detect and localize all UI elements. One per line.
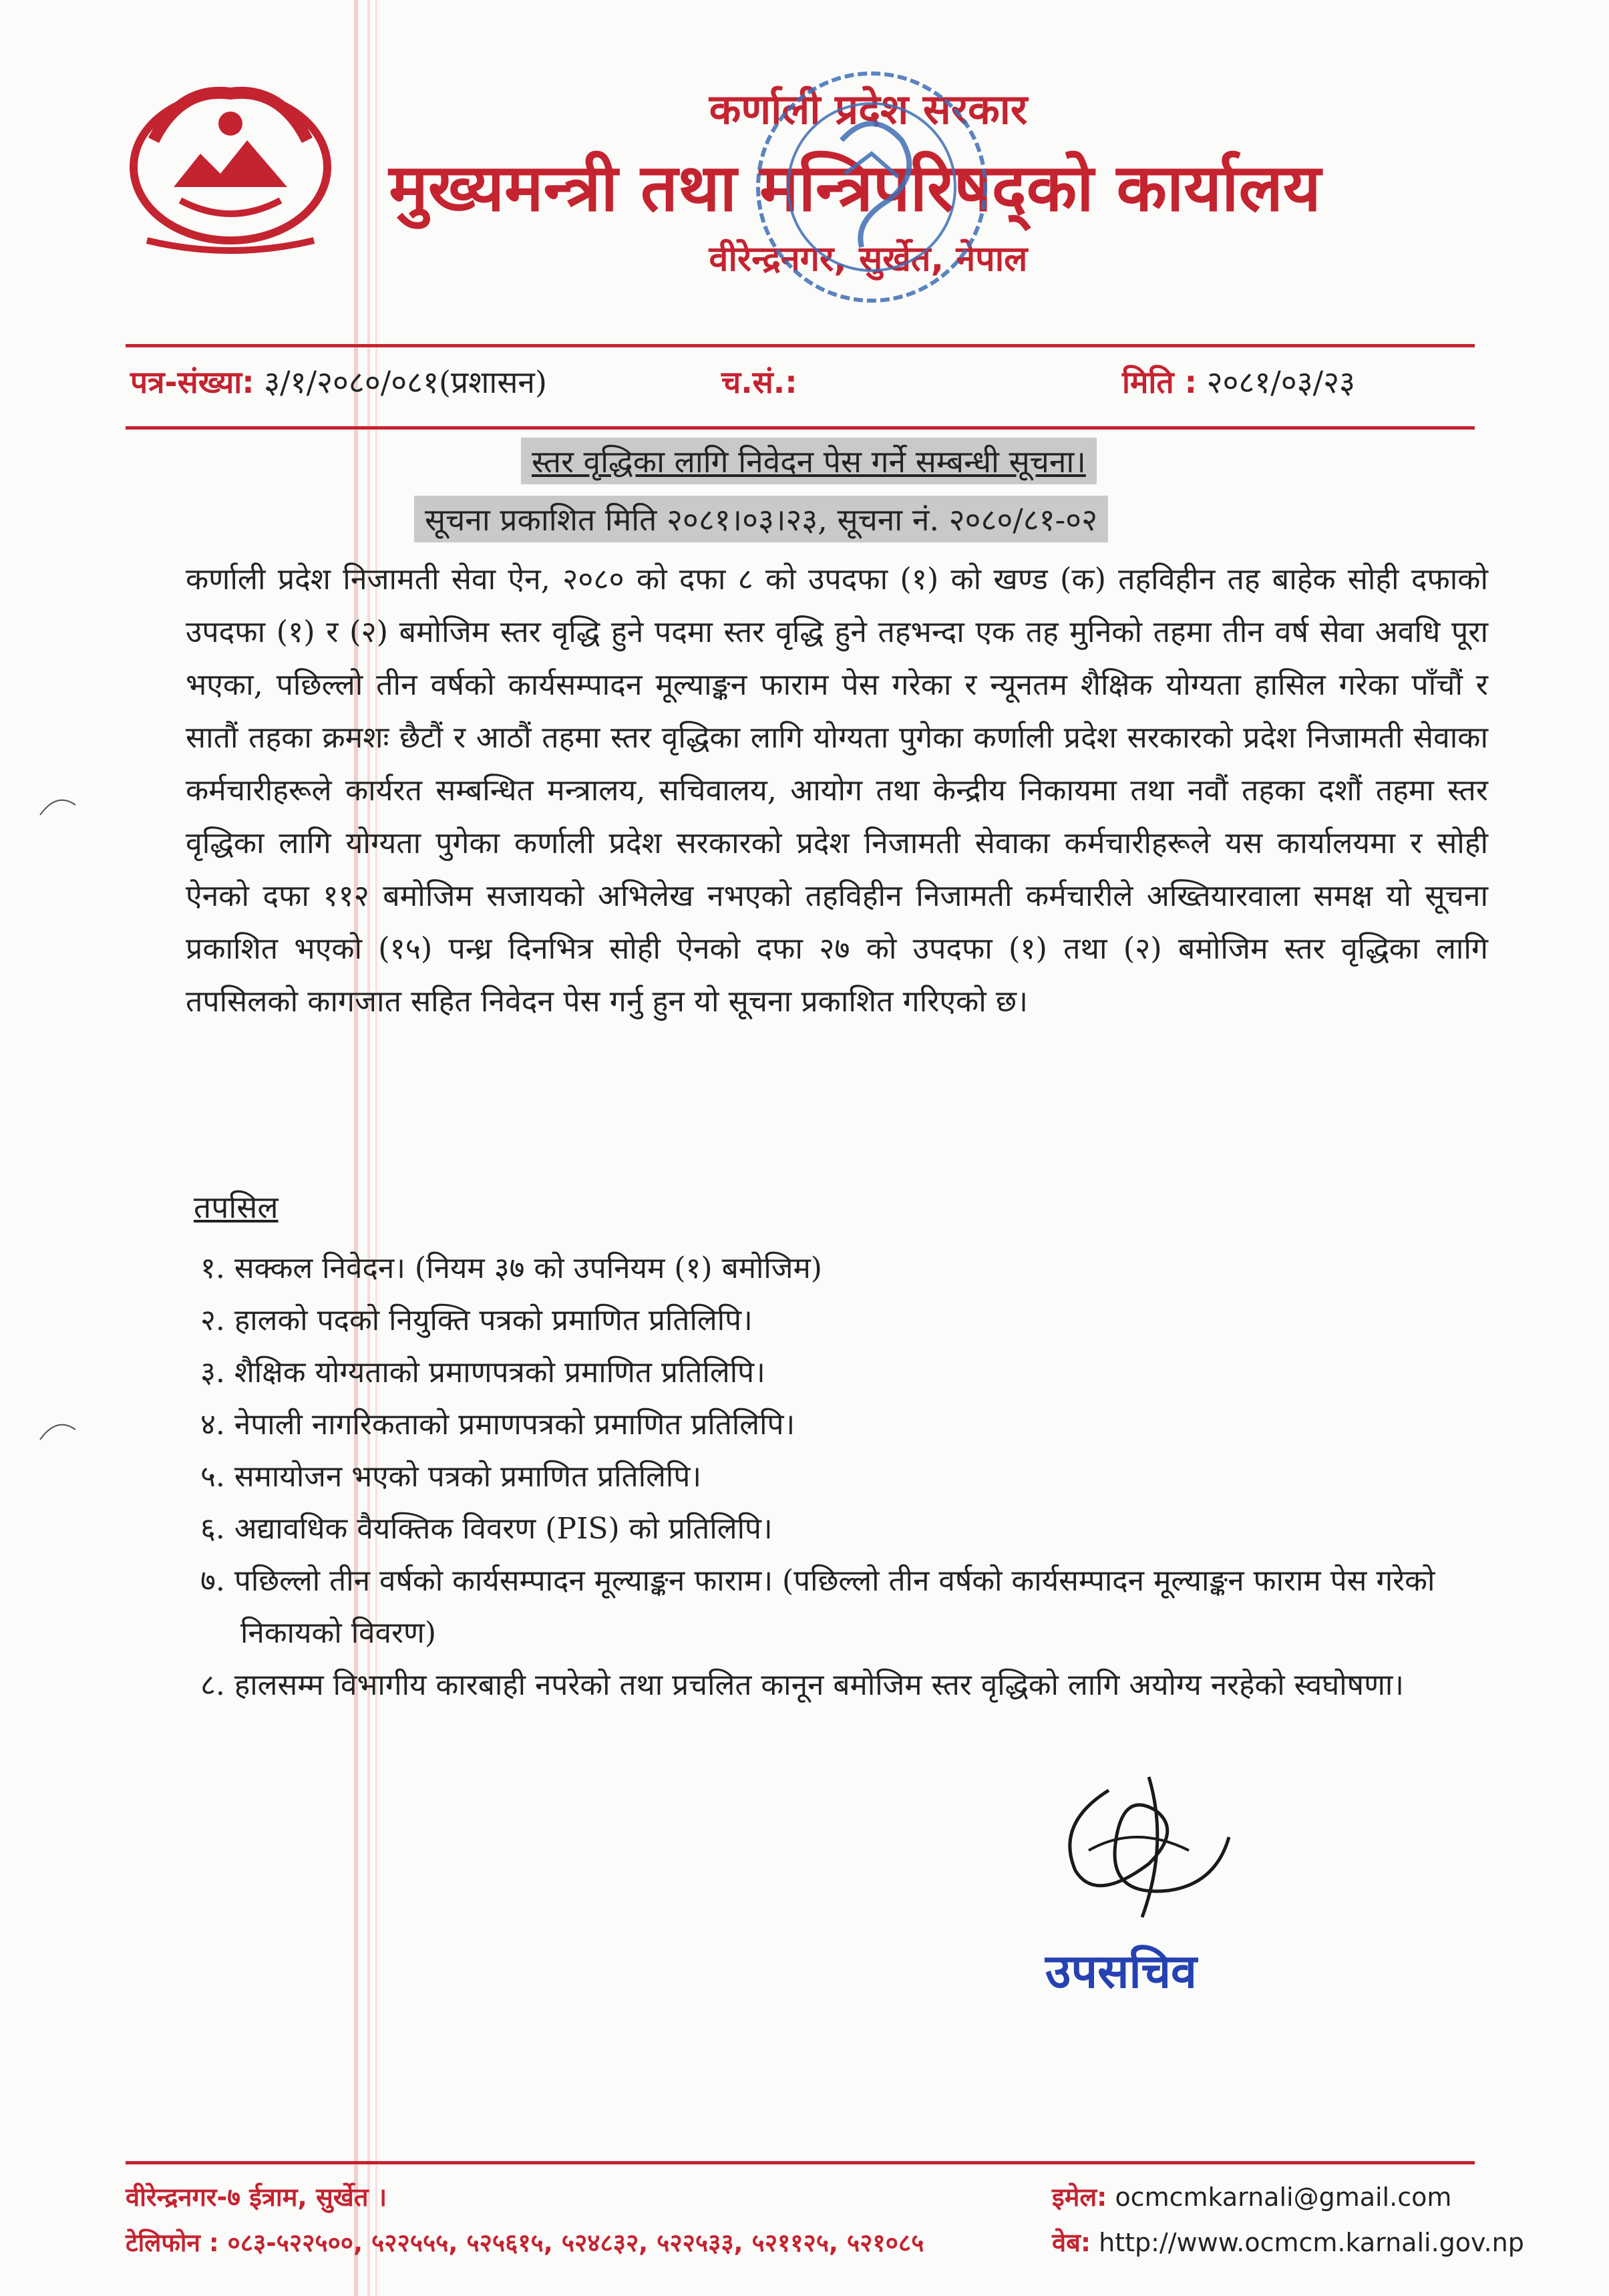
footer-phone: [126, 2225, 924, 2259]
reference-number: [130, 361, 547, 402]
dispatch-label: च.सं.:: [721, 364, 797, 400]
footer-rule: [126, 2161, 1475, 2164]
footer-address: वीरेन्द्रनगर-७ ईत्राम, सुर्खेत ।: [126, 2182, 387, 2212]
footer-email: [1052, 2179, 1451, 2214]
punch-hole-mark: [37, 1416, 77, 1443]
list-item: ३. शैक्षिक योग्यताको प्रमाणपत्रको प्रमाणित प्रतिलिपि।: [200, 1355, 765, 1389]
list-heading: तपसिल: [194, 1189, 279, 1225]
list-item: २. हालको पदको नियुक्ति पत्रको प्रमाणित प्रतिलिपि।: [200, 1303, 753, 1337]
signatory-designation: उपसचिव: [1045, 1944, 1197, 1999]
notice-subtitle: सूचना प्रकाशित मिति २०८१।०३।२३, सूचना नं. २०८०/८१-०२: [414, 496, 1108, 542]
signature-mark: [1015, 1764, 1269, 1924]
reference-value: ३/१/२०८०/०८१(प्रशासन): [264, 364, 547, 400]
phone-label: टेलिफोन :: [126, 2229, 219, 2257]
list-item: ७. पछिल्लो तीन वर्षको कार्यसम्पादन मूल्याङ्कन फाराम। (पछिल्लो तीन वर्षको कार्यसम्पादन मूल्याङ्कन फाराम पेस गरेको निकायको विवरण): [200, 1564, 1435, 1650]
date-label: मिति :: [1122, 364, 1197, 400]
list-item: ६. अद्यावधिक वैयक्तिक विवरण (PIS) को प्रतिलिपि।: [200, 1512, 773, 1546]
office-name: मुख्यमन्त्री तथा मन्त्रिपरिषद्को कार्यालय: [389, 150, 1321, 226]
document-list: [200, 1243, 1489, 1711]
date-value: २०८१/०३/२३: [1206, 364, 1355, 400]
footer-website: [1052, 2225, 1524, 2259]
list-item: ८. हालसम्म विभागीय कारबाही नपरेको तथा प्रचलित कानून बमोजिम स्तर वृद्धिको लागि अयोग्य नरहेको स्वघोषणा।: [200, 1668, 1404, 1702]
website-link[interactable]: http://www.ocmcm.karnali.gov.np: [1099, 2228, 1524, 2257]
meta-rule: [126, 426, 1475, 430]
reference-label: पत्र-संख्या:: [130, 364, 254, 400]
notice-title: स्तर वृद्धिका लागि निवेदन पेस गर्ने सम्बन्धी सूचना।: [521, 438, 1097, 484]
government-name: कर्णाली प्रदेश सरकार: [709, 85, 1028, 134]
office-address: वीरेन्द्रनगर, सुर्खेत, नेपाल: [709, 239, 1028, 279]
letter-date: [1122, 361, 1355, 402]
list-item: १. सक्कल निवेदन। (नियम ३७ को उपनियम (१) बमोजिम): [200, 1251, 822, 1285]
nepal-emblem-icon: [127, 73, 334, 254]
notice-body: कर्णाली प्रदेश निजामती सेवा ऐन, २०८० को दफा ८ को उपदफा (१) को खण्ड (क) तहविहीन तह बाहेक सोही दफाको उपदफा (१) र (२) बमोजिम स्तर वृद्धि हुने पदमा स्तर वृद्धि हुने तहभन्दा एक तह मुनिको तहमा तीन वर्ष सेवा अवधि पूरा भएका, पछिल्लो तीन वर्षको कार्यसम्पादन मूल्याङ्कन फाराम पेस गरेका र न्यूनतम शैक्षिक योग्यता हासिल गरेका पाँचौं र सातौं तहका क्रमशः छैटौं र आठौं तहमा स्तर वृद्धिका लागि योग्यता पुगेका कर्णाली प्रदेश सरकारको प्रदेश निजामती सेवाका कर्मचारीहरूले कार्यरत सम्बन्धित मन्त्रालय, सचिवालय, आयोग तथा केन्द्रीय निकायमा तथा नवौं तहका दशौं तहमा स्तर वृद्धिका लागि योग्यता पुगेका कर्णाली प्रदेश सरकारको प्रदेश निजामती सेवाका कर्मचारीहरूले यस कार्यालयमा र सोही ऐनको दफा ११२ बमोजिम सजायको अभिलेख नभएको तहविहीन निजामती कर्मचारीले अख्तियारवाला समक्ष यो सूचना प्रकाशित भएको (१५) पन्ध्र दिनभित्र सोही ऐनको दफा २७ को उपदफा (१) तथा (२) बमोजिम स्तर वृद्धिका लागि तपसिलको कागजात सहित निवेदन पेस गर्नु हुन यो सूचना प्रकाशित गरिएको छ।: [186, 562, 1489, 1019]
header-rule: [126, 344, 1475, 347]
phone-numbers: ०८३-५२२५००, ५२२५५५, ५२५६१५, ५२४८३२, ५२२५३३, ५२११२५, ५२१०८५: [227, 2229, 924, 2257]
list-item: ५. समायोजन भएको पत्रको प्रमाणित प्रतिलिपि।: [200, 1460, 701, 1494]
list-item: ४. नेपाली नागरिकताको प्रमाणपत्रको प्रमाणित प्रतिलिपि।: [200, 1408, 795, 1442]
punch-hole-mark: [37, 792, 77, 818]
email-label: इमेल:: [1052, 2182, 1107, 2212]
email-value[interactable]: ocmcmkarnali@gmail.com: [1115, 2182, 1452, 2212]
office-seal-stamp: [721, 60, 1022, 314]
dispatch-number: [721, 361, 797, 402]
web-label: वेब:: [1052, 2228, 1091, 2257]
